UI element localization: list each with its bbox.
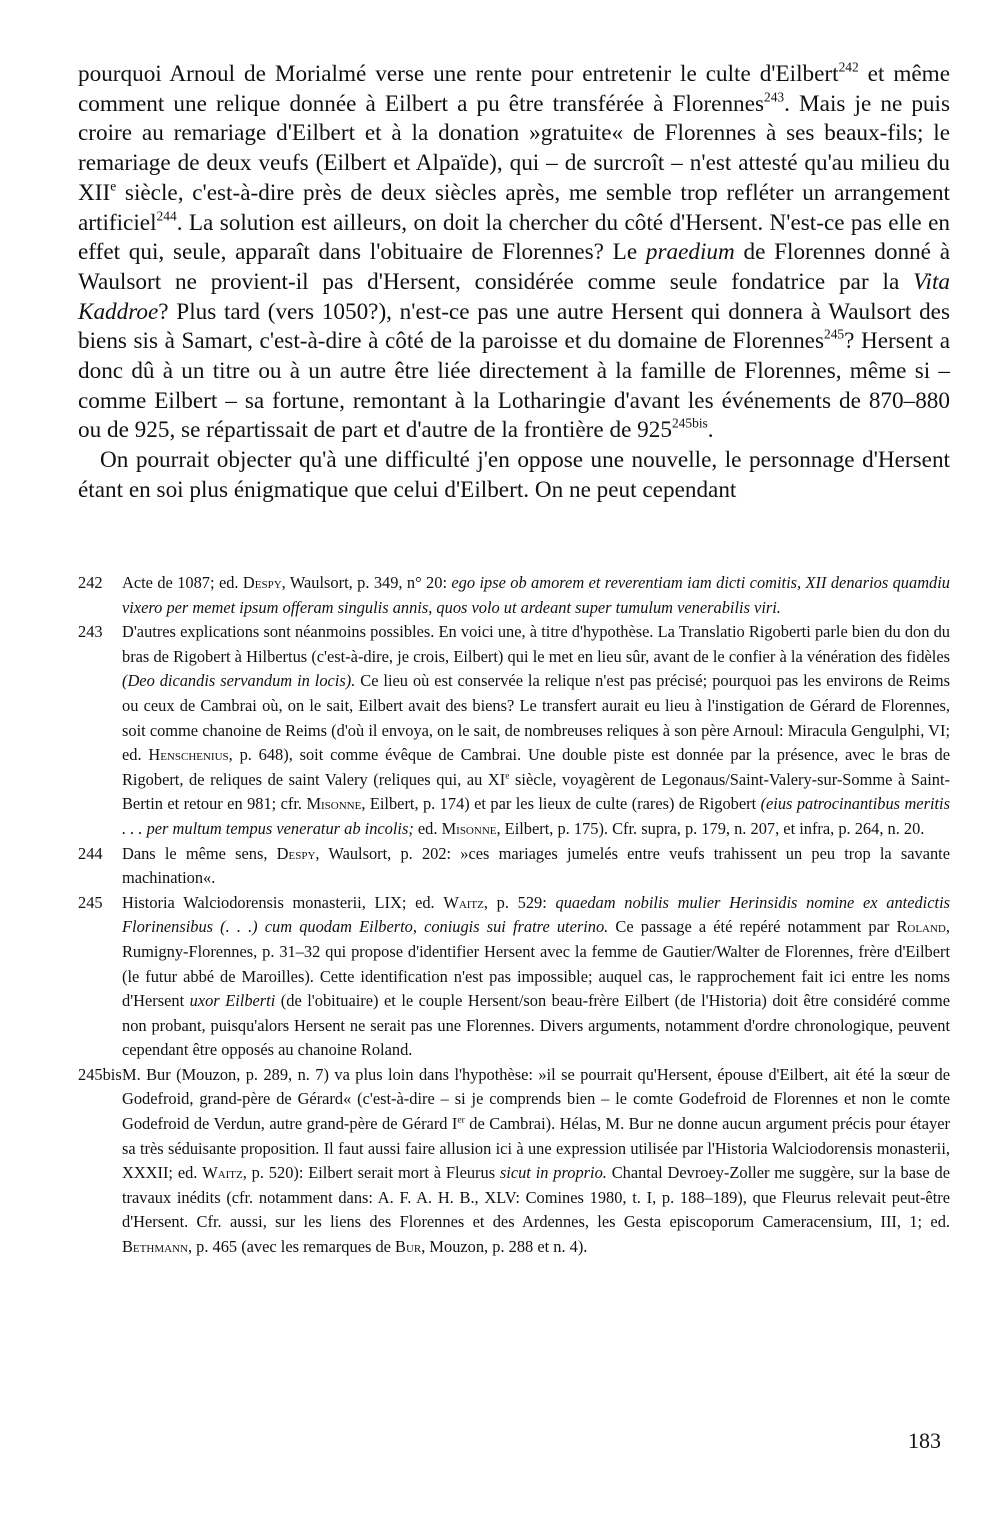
text-run: , p. 465 (avec les remarques de [187,1237,396,1257]
text-run: et même comment une relique donnée à Eilbert a pu être transférée à Florennes [78,61,951,117]
text-run: ? Plus tard (vers 1050?), n'est-ce pas une autre Hersent qui donnera à Waulsort des biens sis à Samart, c'est-à-dire à côté de la paroisse et du domaine de Florennes [78,298,950,355]
text-run: siècle, voyagèrent de Legonaus/Saint-Valery-sur-Somme à Saint-Bertin et retour en 981; cfr. [122,769,950,814]
footnote-number: 243 [78,622,103,642]
latin-quote: sicut in proprio. [499,1163,607,1183]
text-run: Dans le même sens, [122,843,277,863]
author-name: Roland [896,917,946,937]
author-name: Bethmann [122,1237,188,1257]
paragraph-1 [78,60,950,446]
text-run: , Eilbert, p. 175). Cfr. supra, p. 179, n. 207, et infra, p. 264, n. 20. [496,818,925,838]
footnotes [78,571,950,1260]
footnote-ref-242[interactable]: 242 [838,59,859,75]
footnote-ref-244[interactable]: 244 [156,208,177,224]
text-run: , Waulsort, p. 202: »ces mariages jumelés entre veufs trahissent un peu trop la savante machination«. [122,843,951,888]
footnote-245bis [78,1063,950,1260]
footnote-244 [78,842,950,891]
author-name: Henschenius [148,745,229,765]
text-run: D'autres explications sont néanmoins possibles. En voici une, à titre d'hypothèse. La Translatio Rigoberti parle bien du don du bras de Rigobert à Hilbertus (c'est-à-dire, je crois, Eilbert) qui le met en lieu sûr, avant de le confier à la vénération des fidèles [122,622,950,666]
text-run: pourquoi Arnoul de Morialmé verse une rente pour entretenir le culte d'Eilbert [78,61,839,87]
footnote-number: 245bis [78,1064,122,1084]
footnote-242 [78,571,950,620]
text-run: Chantal Devroey-Zoller me suggère, sur la base de travaux inédits (cfr. notamment dans: A. F. A. H. B., XLV: Comines 1980, t. I, p. 188–189), que Fleurus relevait peut-être d'Hersent. Cfr. aussi, sur les liens des Florennes et des Ardennes, les Gesta episcoporum Cameracensium, III, 1; ed. [122,1163,950,1232]
text-run: , Rumigny-Florennes, p. 31–32 qui propose d'identifier Hersent avec la femme de Gautier/Walter de Florennes, frère d'Eilbert (le futur abbé de Maroilles). Cette identification n'est pas impossible; auquel cas, le rapprochement fait ici entre les noms d'Hersent [122,917,950,1011]
text-run: , p. 648), soit comme évêque de Cambrai. Une double piste est donnée par la présence, avec le bras de Rigobert, de reliques de saint Valery (reliques qui, au XI [122,745,950,789]
text-run: Ce lieu où est conservée la relique n'est pas précisé; pourquoi pas les environs de Reims ou ceux de Cambrai où, on le sait, Eilbert avait des biens? Le transfert aurait eu lieu à l'instigation de Gérard de Florennes, soit comme chanoine de Reims (d'où il envoya, on le sait, de nombreuses reliques à son père Arnoul: Miracula Gengulphi, VI; ed. [122,671,950,765]
page-number: 183 [908,1428,941,1453]
latin-quote: quaedam nobilis mulier Herinsidis nomine ex antedictis Florinensibus (. . .) cum quodam Eilberto, coniugis sui fratre uterino. [122,892,951,937]
latin-quote: (eius patrocinantibus meritis . . . per multum tempus veneratur ab incolis; [122,794,950,838]
author-name: Despy [276,843,316,863]
text-run: . Mais je ne puis croire au remariage d'Eilbert et à la donation »gratuite« de Florennes à ses beaux-fils; le remariage de deux veufs (Eilbert et Alpaïde), qui – de surcroît – n'est attesté qu'au milieu du XII [78,90,950,206]
text-run: M. Bur (Mouzon, p. 289, n. 7) va plus loin dans l'hypothèse: »il se pourrait qu'Hersent, épouse d'Eilbert, ait été la sœur de Godefroid, grand-père de Gérard« (c'est-à-dire – si je comprends bien – le comte Godefroid de Florennes et non le comte Godefroid de Verdun, autre grand-père de Gérard I [122,1064,950,1134]
text-run: Historia Walciodorensis monasterii, LIX; ed. [122,892,444,912]
text-run: (de l'obituaire) et le couple Hersent/son beau-frère Eilbert (de l'Historia) doit être considéré comme non probant, puisqu'alors Hersent ne serait pas une Florennes. Divers arguments, notamment d'ordre chronologique, peuvent cependant être opposés au chanoine Roland. [122,991,950,1060]
footnote-number: 244 [78,843,103,863]
main-text [78,60,950,506]
text-run: ? Hersent a donc dû à un titre ou à un autre être liée directement à la famille de Florennes, même si – comme Eilbert – sa fortune, remontant à la Lotharingie d'avant les événements de 870–880 ou de 925, se répartissait de part et d'autre de la frontière de 925 [78,328,950,444]
footnote-number: 245 [78,892,103,912]
text-run: Ce passage a été repéré notamment par [608,917,897,937]
footnote-ref-245bis[interactable]: 245bis [671,416,708,432]
text-run: , p. 520): Eilbert serait mort à Fleurus [242,1163,500,1183]
author-name: Waitz [202,1163,243,1183]
author-name: Bur [395,1237,422,1257]
italic-title: Vita Kaddroe [78,268,950,325]
text-run: . [707,417,714,444]
footnote-243 [78,620,950,841]
author-name: Misonne [441,818,497,838]
footnote-ref-245[interactable]: 245 [823,326,845,342]
author-name: Waitz [443,892,484,912]
author-name: Despy [242,573,282,592]
text-run: ed. [413,818,442,838]
latin-quote: (Deo dicandis servandum in locis). [122,671,356,691]
italic-term: praedium [645,239,735,266]
text-run: . La solution est ailleurs, on doit la chercher du côté d'Hersent. N'est-ce pas elle en effet qui, seule, apparaît dans l'obituaire de Florennes? Le [78,209,950,266]
text-run: siècle, c'est-à-dire près de deux siècles après, me semble trop refléter un arrangement artificiel [78,179,950,236]
body-text [78,60,950,506]
text-run: , Eilbert, p. 174) et par les lieux de culte (rares) de Rigobert [361,794,761,814]
text-run: Acte de 1087; ed. [122,573,243,592]
text-run: , Mouzon, p. 288 et n. 4). [421,1237,588,1257]
latin-quote: uxor Eilberti [189,991,276,1011]
century-superscript: e [505,771,510,782]
latin-quote: ego ipse ob amorem et reverentiam iam dicti comitis, XII denarios quamdiu vixero per memet ipsum offeram singulis annis, quos volo ut ardeant super tumulum venerabilis viri. [122,573,950,617]
footnote-ref-243[interactable]: 243 [763,89,785,105]
paragraph-2: On pourrait objecter qu'à une difficulté j'en oppose une nouvelle, le personnage d'Hersent étant en soi plus énigmatique que celui d'Eilbert. On ne peut cependant [78,447,950,503]
footnote-number: 242 [78,573,103,592]
author-name: Misonne [306,794,362,814]
text-run: de Cambrai). Hélas, M. Bur ne donne aucun argument précis pour étayer sa très séduisante proposition. Il faut aussi faire allusion ici à une expression utilisée par l'Historia Walciodorensis monasterii, XXXII; ed. [122,1114,950,1183]
text-run: , Waulsort, p. 349, n° 20: [281,573,452,592]
footnote-245 [78,891,950,1063]
ordinal-superscript: er [457,1115,465,1126]
text-run: de Florennes donné à Waulsort ne provient-il pas d'Hersent, considérée comme seule fondatrice par la [78,239,950,295]
text-run: , p. 529: [483,892,556,912]
century-superscript: e [110,178,117,194]
